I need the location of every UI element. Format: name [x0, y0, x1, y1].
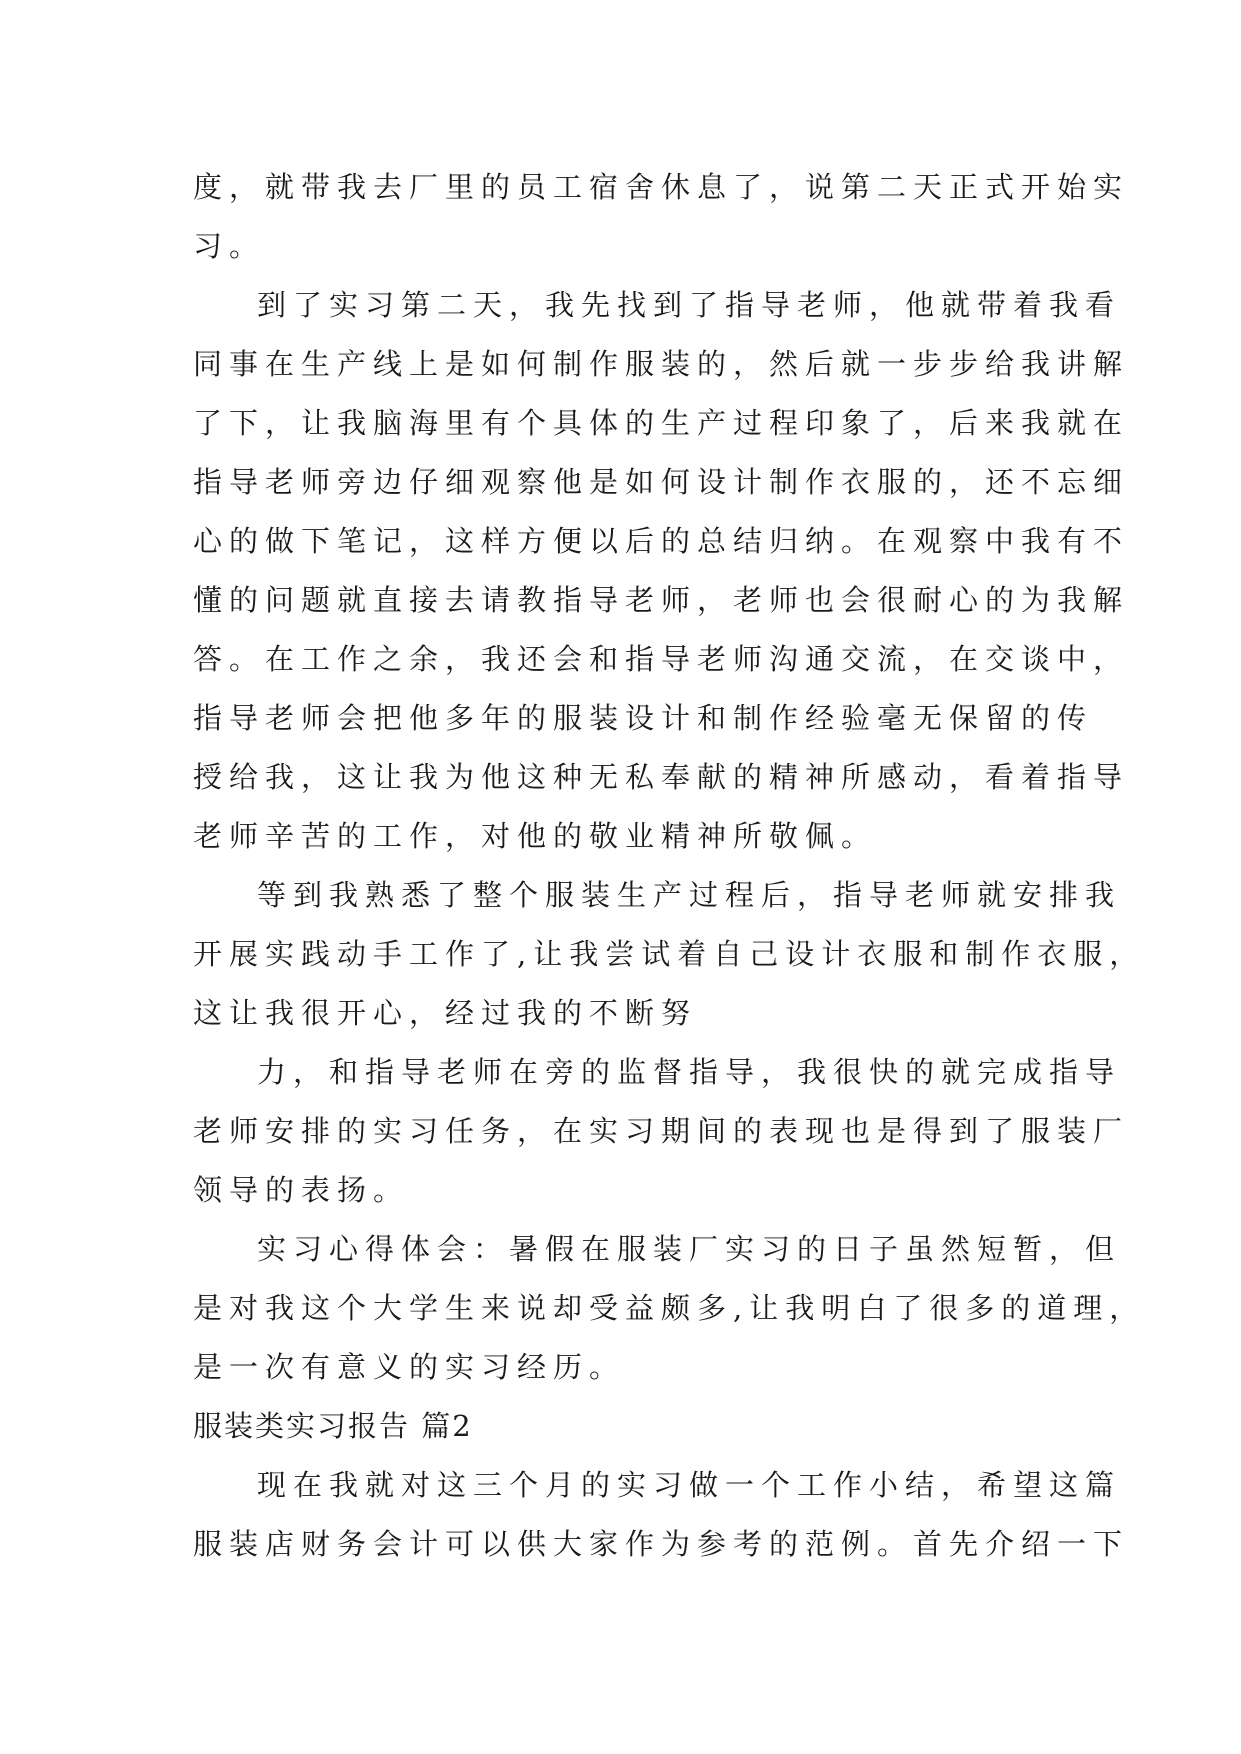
text-line: 懂的问题就直接去请教指导老师，老师也会很耐心的为我解 — [193, 583, 1130, 617]
text-line: 答。在工作之余，我还会和指导老师沟通交流，在交谈中， — [193, 642, 1130, 676]
text-line: 开展实践动手工作了,让我尝试着自己设计衣服和制作衣服， — [193, 937, 1146, 971]
text-line: 这让我很开心，经过我的不断努 — [193, 996, 698, 1030]
text-line: 是一次有意义的实习经历。 — [193, 1350, 626, 1384]
text-line: 服装店财务会计可以供大家作为参考的范例。首先介绍一下 — [193, 1527, 1130, 1561]
text-line: 现在我就对这三个月的实习做一个工作小结，希望这篇 — [257, 1468, 1122, 1502]
text-line: 等到我熟悉了整个服装生产过程后，指导老师就安排我 — [257, 878, 1122, 912]
text-line: 力，和指导老师在旁的监督指导，我很快的就完成指导 — [257, 1055, 1122, 1089]
text-line: 实习心得体会：暑假在服装厂实习的日子虽然短暂，但 — [257, 1232, 1122, 1266]
text-line: 习。 — [193, 229, 266, 263]
text-line: 度，就带我去厂里的员工宿舍休息了，说第二天正式开始实 — [193, 170, 1130, 204]
text-line: 指导老师会把他多年的服装设计和制作经验毫无保留的传 — [193, 701, 1094, 735]
text-line: 领导的表扬。 — [193, 1173, 410, 1207]
text-line: 授给我，这让我为他这种无私奉献的精神所感动，看着指导 — [193, 760, 1130, 794]
text-line: 老师辛苦的工作，对他的敬业精神所敬佩。 — [193, 819, 878, 853]
text-line: 到了实习第二天，我先找到了指导老师，他就带着我看 — [257, 288, 1122, 322]
text-line: 心的做下笔记，这样方便以后的总结归纳。在观察中我有不 — [193, 524, 1130, 558]
text-line: 指导老师旁边仔细观察他是如何设计制作衣服的，还不忘细 — [193, 465, 1130, 499]
text-line: 同事在生产线上是如何制作服装的，然后就一步步给我讲解 — [193, 347, 1130, 381]
text-line: 老师安排的实习任务，在实习期间的表现也是得到了服装厂 — [193, 1114, 1130, 1148]
text-line: 是对我这个大学生来说却受益颇多,让我明白了很多的道理， — [193, 1291, 1146, 1325]
section-heading: 服装类实习报告 篇2 — [193, 1409, 473, 1443]
document-body — [193, 158, 1146, 1574]
text-line: 了下，让我脑海里有个具体的生产过程印象了，后来我就在 — [193, 406, 1130, 440]
